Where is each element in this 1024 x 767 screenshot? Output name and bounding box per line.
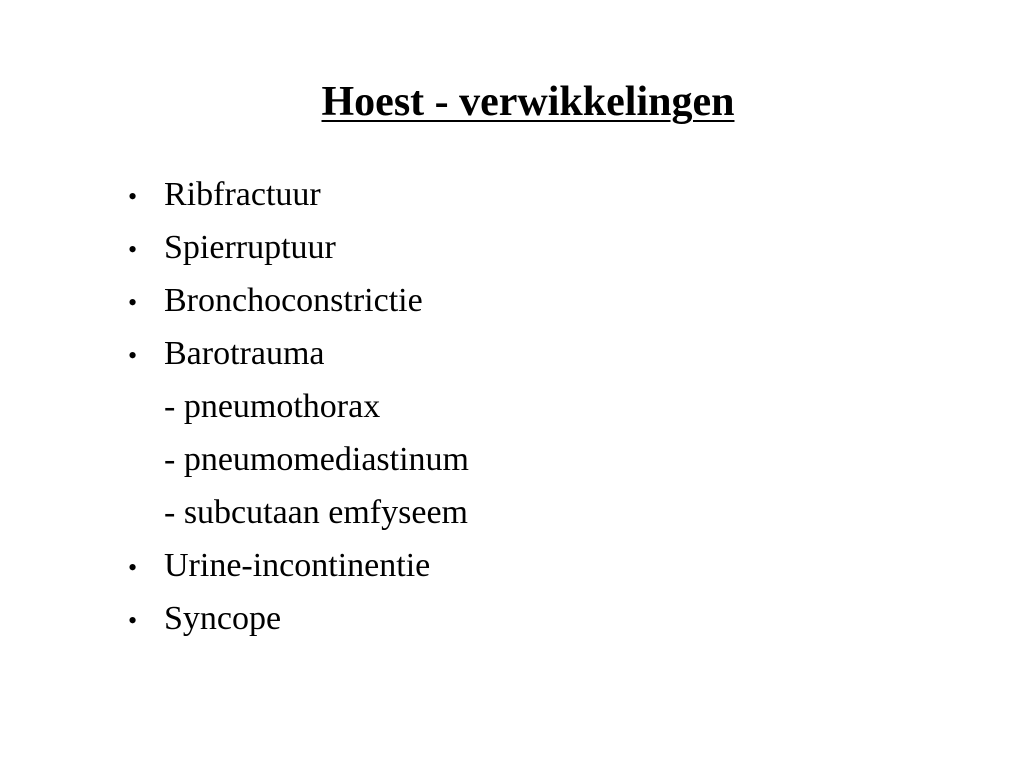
sub-list-item <box>128 380 469 433</box>
bullet-icon: • <box>128 341 138 370</box>
bullet-icon: • <box>128 288 138 317</box>
sub-list-item <box>128 433 469 486</box>
list-item <box>128 168 469 221</box>
list-item-text: Syncope <box>164 600 282 637</box>
list-item <box>128 274 469 327</box>
sub-list-item-text: - pneumomediastinum <box>164 441 470 478</box>
sub-list-item-text: - pneumothorax <box>164 388 381 425</box>
list-item <box>128 221 469 274</box>
sub-list-item <box>128 486 469 539</box>
list-item-text: Barotrauma <box>164 335 325 372</box>
bullet-icon: • <box>128 606 138 635</box>
bullet-icon: • <box>128 553 138 582</box>
list-item-text: Urine-incontinentie <box>164 547 431 584</box>
complication-list <box>128 168 469 645</box>
bullet-icon: • <box>128 235 138 264</box>
list-item <box>128 327 469 380</box>
slide-title: Hoest - verwikkelingen <box>321 79 735 125</box>
sub-list-item-text: - subcutaan emfyseem <box>164 494 468 531</box>
list-item-text: Ribfractuur <box>164 176 321 213</box>
list-item-text: Bronchoconstrictie <box>164 282 423 319</box>
list-item <box>128 592 469 645</box>
list-item-text: Spierruptuur <box>164 229 336 266</box>
bullet-icon: • <box>128 182 138 211</box>
list-item <box>128 539 469 592</box>
